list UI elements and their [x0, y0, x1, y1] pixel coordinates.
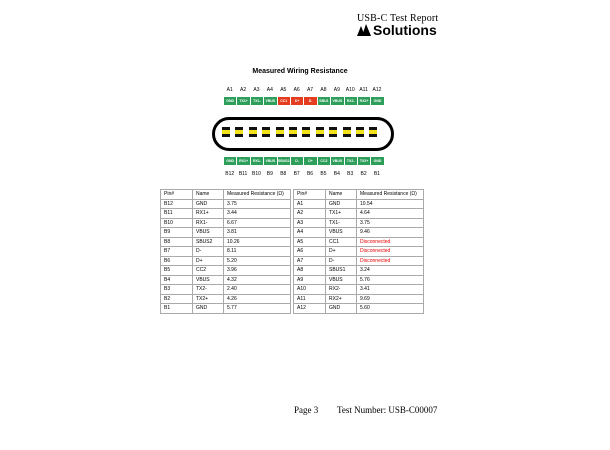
connector-pin-contact — [369, 127, 377, 137]
top-pin-label: GND — [371, 97, 383, 105]
table-cell: A10 — [294, 285, 326, 295]
table-row — [161, 209, 291, 219]
top-pin-label: D- — [304, 97, 316, 105]
bottom-pin-number: B8 — [280, 171, 287, 177]
table-row — [161, 237, 291, 247]
table-cell: RX1+ — [193, 209, 224, 219]
table-cell: B4 — [161, 275, 193, 285]
table-cell: GND — [193, 199, 224, 209]
bottom-pin-labels — [224, 157, 385, 165]
table-cell: A5 — [294, 237, 326, 247]
table-row — [294, 285, 424, 295]
company-name: Solutions — [373, 22, 437, 38]
top-pin-number: A11 — [359, 87, 368, 93]
table-cell: CC1 — [326, 237, 357, 247]
table-cell: 3.24 — [357, 266, 424, 276]
table-cell: 3.75 — [224, 199, 291, 209]
bottom-pin-number: B3 — [347, 171, 354, 177]
connector-pin-contact — [316, 127, 324, 137]
table-cell: 3.81 — [224, 228, 291, 238]
top-pin-number: A7 — [306, 87, 314, 93]
table-row — [161, 256, 291, 266]
bottom-pin-number: B5 — [320, 171, 327, 177]
top-pin-label: TX1+ — [239, 99, 248, 103]
table-header-cell: Name — [326, 190, 357, 200]
table-cell: VBUS — [326, 275, 357, 285]
table-row — [161, 294, 291, 304]
table-cell: VBUS — [193, 275, 224, 285]
connector-pin-contact — [235, 127, 243, 137]
table-cell: GND — [326, 199, 357, 209]
table-cell: 10.26 — [224, 237, 291, 247]
test-number: Test Number: USB-C00007 — [337, 405, 438, 415]
table-cell: Disconnected — [357, 247, 424, 257]
table-row — [161, 266, 291, 276]
top-pin-number: A8 — [320, 87, 327, 93]
top-pin-number: A5 — [280, 87, 287, 93]
table-row — [294, 218, 424, 228]
table-row — [161, 199, 291, 209]
table-cell: A9 — [294, 275, 326, 285]
table-cell: 10.54 — [357, 199, 424, 209]
top-pin-number: A6 — [293, 87, 300, 93]
table-row — [294, 256, 424, 266]
bottom-pin-number: B9 — [266, 171, 273, 177]
bottom-pin-numbers — [223, 171, 384, 177]
table-cell: B7 — [161, 247, 193, 257]
table-cell: A8 — [294, 266, 326, 276]
bottom-pin-label: GND — [224, 157, 236, 165]
table-cell: SBUS1 — [326, 266, 357, 276]
report-title: USB-C Test Report — [357, 13, 439, 24]
top-pin-label: SBU1 — [319, 99, 329, 103]
table-cell: D- — [193, 247, 224, 257]
table-cell: B11 — [161, 209, 193, 219]
table-row — [294, 294, 424, 304]
table-cell: 4.26 — [224, 294, 291, 304]
top-pin-label: TX1- — [251, 97, 263, 105]
table-row — [161, 247, 291, 257]
bottom-pin-label: VBUS — [332, 159, 343, 163]
table-cell: A1 — [294, 199, 326, 209]
table-cell: 4.64 — [357, 209, 424, 219]
table-cell: TX2+ — [193, 294, 224, 304]
table-row — [294, 228, 424, 238]
table-cell: TX1- — [326, 218, 357, 228]
top-pin-number: A2 — [240, 87, 247, 93]
top-pin-number: A4 — [266, 87, 273, 93]
table-cell: VBUS — [326, 228, 357, 238]
bottom-pin-number: B12 — [225, 171, 235, 177]
table-cell: 9.46 — [357, 228, 424, 238]
table-cell: CC2 — [193, 266, 224, 276]
table-cell: 8.11 — [224, 247, 291, 257]
table-row — [294, 247, 424, 257]
table-cell: 5.60 — [357, 304, 424, 314]
bottom-pin-number: B10 — [252, 171, 261, 177]
bottom-pin-label: GND — [371, 157, 383, 165]
connector-pin-contact — [302, 127, 310, 137]
table-row — [161, 275, 291, 285]
table-cell: A2 — [294, 209, 326, 219]
table-row — [161, 285, 291, 295]
bottom-pin-number: B1 — [373, 171, 381, 177]
table-row — [294, 304, 424, 314]
table-cell: 6.67 — [224, 218, 291, 228]
table-cell: RX1- — [193, 218, 224, 228]
top-pin-label: D+ — [291, 97, 303, 105]
table-cell: TX2- — [193, 285, 224, 295]
bottom-pin-label: SBUS2 — [277, 159, 290, 163]
top-pin-label: VBUS — [265, 99, 276, 103]
table-cell: 3.96 — [224, 266, 291, 276]
table-cell: B10 — [161, 218, 193, 228]
connector-pin-contact — [329, 127, 337, 137]
table-cell: Disconnected — [357, 256, 424, 266]
table-cell: GND — [326, 304, 357, 314]
table-cell: Disconnected — [357, 237, 424, 247]
bottom-pin-label: TX2+ — [359, 159, 369, 163]
table-cell: A4 — [294, 228, 326, 238]
connector-pin-contact — [276, 127, 284, 137]
table-row — [294, 275, 424, 285]
table-header-row — [294, 190, 424, 200]
top-pin-number: A12 — [372, 87, 382, 93]
bottom-pin-number: B7 — [293, 171, 300, 177]
bottom-pin-label: VBUS — [265, 159, 276, 163]
table-cell: B3 — [161, 285, 193, 295]
table-cell: 5.20 — [224, 256, 291, 266]
section-title: Measured Wiring Resistance — [252, 68, 348, 75]
table-cell: D+ — [326, 247, 357, 257]
table-cell: 9.69 — [357, 294, 424, 304]
table-cell: A7 — [294, 256, 326, 266]
table-cell: RX2- — [326, 285, 357, 295]
bottom-pin-number: B2 — [360, 171, 367, 177]
table-cell: D+ — [193, 256, 224, 266]
connector-pin-contact — [222, 127, 230, 137]
table-header-row — [161, 190, 291, 200]
table-cell: B2 — [161, 294, 193, 304]
table-cell: A3 — [294, 218, 326, 228]
bottom-pin-label: CC2 — [318, 157, 330, 165]
table-header-cell: Pin# — [294, 190, 326, 200]
mountain-logo-icon — [357, 24, 371, 36]
table-cell: B5 — [161, 266, 193, 276]
table-cell: 4.32 — [224, 275, 291, 285]
table-cell: B9 — [161, 228, 193, 238]
top-pin-labels — [224, 97, 385, 105]
table-row — [161, 304, 291, 314]
table-cell: 5.77 — [224, 304, 291, 314]
top-pin-label: VBUS — [332, 99, 343, 103]
bottom-pin-label: D+ — [304, 157, 316, 165]
company-logo — [357, 22, 437, 38]
table-header-cell: Pin# — [161, 190, 193, 200]
table-header-cell: Name — [193, 190, 224, 200]
table-cell: VBUS — [193, 228, 224, 238]
top-pin-label: GND — [224, 97, 236, 105]
bottom-pin-label: RX1- — [251, 157, 263, 165]
table-row — [294, 199, 424, 209]
table-row — [161, 218, 291, 228]
table-cell: 5.76 — [357, 275, 424, 285]
top-pin-label: RX2- — [345, 97, 357, 105]
page-number: Page 3 — [294, 405, 319, 415]
table-row — [294, 209, 424, 219]
table-cell: A6 — [294, 247, 326, 257]
bottom-pin-label: TX2- — [345, 157, 357, 165]
top-pin-number: A9 — [333, 87, 340, 93]
top-pin-numbers — [223, 87, 384, 93]
table-header-cell: Measured Resistance (Ω) — [357, 190, 424, 200]
table-cell: 3.44 — [224, 209, 291, 219]
top-pin-number: A3 — [253, 87, 260, 93]
bottom-pin-number: B4 — [333, 171, 340, 177]
top-pin-number: A10 — [345, 87, 355, 93]
table-cell: B8 — [161, 237, 193, 247]
table-cell: SBUS2 — [193, 237, 224, 247]
table-cell: TX1+ — [326, 209, 357, 219]
table-cell: B1 — [161, 304, 193, 314]
connector-pin-contact — [262, 127, 270, 137]
bottom-pin-number: B6 — [306, 171, 314, 177]
table-cell: B6 — [161, 256, 193, 266]
table-cell: D- — [326, 256, 357, 266]
table-row — [161, 228, 291, 238]
table-cell: A12 — [294, 304, 326, 314]
table-cell: GND — [193, 304, 224, 314]
table-cell: 2.40 — [224, 285, 291, 295]
table-row — [294, 266, 424, 276]
table-row — [294, 237, 424, 247]
connector-pin-contact — [356, 127, 364, 137]
resistance-table-b-side — [160, 189, 291, 314]
table-cell: RX2+ — [326, 294, 357, 304]
table-cell: 3.41 — [357, 285, 424, 295]
bottom-pin-label: D- — [291, 157, 303, 165]
table-header-cell: Measured Resistance (Ω) — [224, 190, 291, 200]
top-pin-label: CC1 — [278, 97, 290, 105]
connector-pin-contact — [249, 127, 257, 137]
table-cell: B12 — [161, 199, 193, 209]
top-pin-label: RX2+ — [359, 99, 369, 103]
connector-pins — [222, 127, 383, 137]
top-pin-number: A1 — [226, 87, 233, 93]
connector-pin-contact — [289, 127, 297, 137]
table-cell: A11 — [294, 294, 326, 304]
connector-pin-contact — [343, 127, 351, 137]
table-cell: 3.75 — [357, 218, 424, 228]
bottom-pin-number: B11 — [238, 171, 248, 177]
bottom-pin-label: RX1+ — [239, 159, 249, 163]
resistance-table-a-side — [293, 189, 424, 314]
